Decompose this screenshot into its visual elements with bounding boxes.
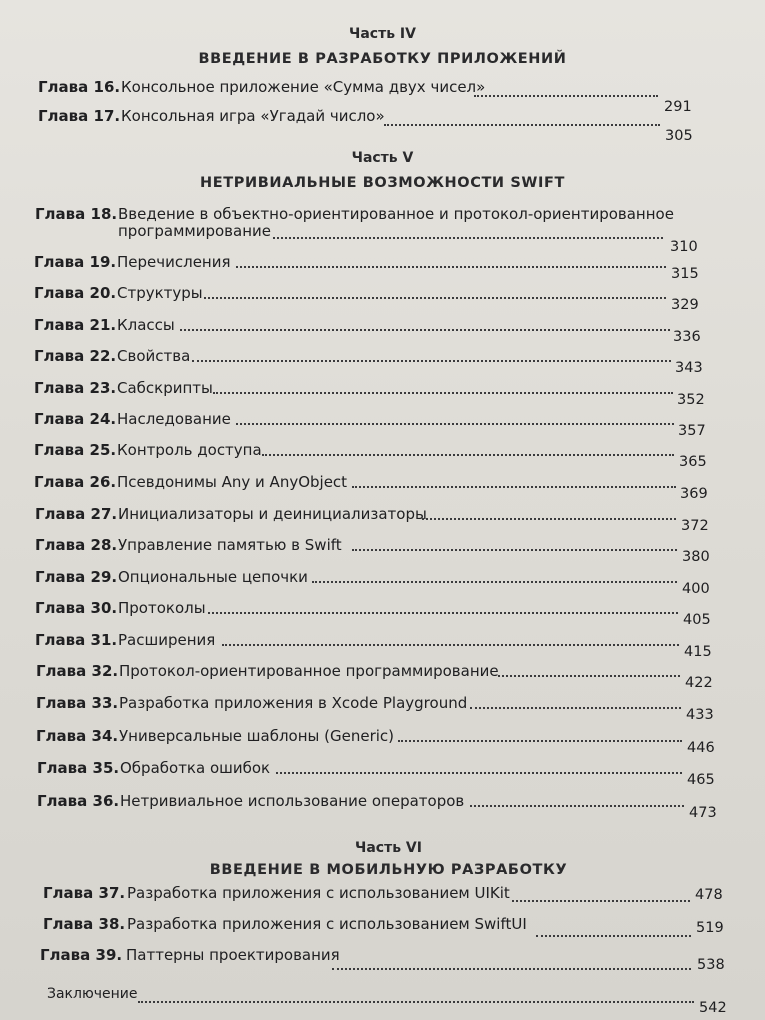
conclusion-title: Заключение: [47, 986, 138, 1002]
chapter-label: Глава 27.: [35, 505, 118, 523]
dot-leader: [422, 518, 676, 520]
chapter-title-continued: программирование: [118, 222, 271, 240]
chapter-title: Классы: [117, 316, 175, 334]
page-number: 519: [696, 920, 724, 936]
dot-leader: [236, 266, 666, 268]
page-number: 365: [679, 454, 707, 470]
dot-leader: [204, 297, 666, 299]
chapter-label: Глава 18.: [35, 205, 118, 223]
chapter-label: Глава 22.: [34, 347, 117, 365]
part-vi-number: Часть VI: [355, 840, 422, 856]
dot-leader: [222, 644, 679, 646]
chapter-title: Перечисления: [117, 253, 231, 271]
page-number: 446: [687, 740, 715, 756]
chapter-title: Управление памятью в Swift: [118, 536, 342, 554]
page-number: 400: [682, 581, 710, 597]
chapter-label: Глава 36.: [37, 792, 120, 810]
chapter-label: Глава 32.: [36, 662, 119, 680]
chapter-label: Глава 20.: [34, 284, 117, 302]
page-number: 415: [684, 644, 712, 660]
dot-leader: [352, 486, 676, 488]
chapter-title: Протоколы: [118, 599, 206, 617]
chapter-label: Глава 19.: [34, 253, 117, 271]
page-number: 369: [680, 486, 708, 502]
chapter-title: Разработка приложения в Xcode Playground: [119, 694, 468, 712]
chapter-title: Псевдонимы Any и AnyObject: [117, 473, 348, 491]
chapter-label: Глава 34.: [36, 727, 119, 745]
dot-leader: [536, 935, 691, 937]
part-iv-title: ВВЕДЕНИЕ В РАЗРАБОТКУ ПРИЛОЖЕНИЙ: [198, 51, 567, 67]
chapter-title: Универсальные шаблоны (Generic): [119, 727, 395, 745]
page-number: 352: [677, 392, 705, 408]
dot-leader: [474, 95, 658, 97]
chapter-label: Глава 26.: [34, 473, 117, 491]
dot-leader: [498, 675, 680, 677]
dot-leader: [352, 549, 677, 551]
chapter-label: Глава 38.: [43, 915, 126, 933]
chapter-title: Наследование: [117, 410, 231, 428]
dot-leader: [276, 772, 682, 774]
chapter-title: Разработка приложения с использованием SwiftUI: [127, 915, 527, 933]
chapter-label: Глава 35.: [37, 759, 120, 777]
page-number: 329: [671, 297, 699, 313]
dot-leader: [470, 707, 681, 709]
page-number: 465: [687, 772, 715, 788]
page-number: 478: [695, 887, 723, 903]
dot-leader: [138, 1001, 694, 1003]
chapter-title: Структуры: [117, 284, 203, 302]
chapter-label: Глава 30.: [35, 599, 118, 617]
page-number: 405: [683, 612, 711, 628]
part-v-title: НЕТРИВИАЛЬНЫЕ ВОЗМОЖНОСТИ SWIFT: [200, 175, 565, 191]
chapter-title: Контроль доступа: [117, 441, 262, 459]
dot-leader: [312, 581, 677, 583]
chapter-title: Свойства: [117, 347, 191, 365]
dot-leader: [192, 360, 671, 362]
chapter-title: Обработка ошибок: [120, 759, 271, 777]
chapter-label: Глава 16.: [38, 78, 121, 96]
page-number: 422: [685, 675, 713, 691]
chapter-title: Протокол-ориентированное программирование: [119, 662, 499, 680]
dot-leader: [180, 329, 670, 331]
chapter-label: Глава 37.: [43, 884, 126, 902]
chapter-label: Глава 28.: [35, 536, 118, 554]
chapter-title: Сабскрипты: [117, 379, 213, 397]
dot-leader: [384, 124, 660, 126]
chapter-title: Нетривиальное использование операторов: [120, 792, 465, 810]
dot-leader: [273, 237, 663, 239]
page-number: 538: [697, 957, 725, 973]
dot-leader: [213, 392, 673, 394]
part-vi-title: ВВЕДЕНИЕ В МОБИЛЬНУЮ РАЗРАБОТКУ: [209, 862, 568, 878]
dot-leader: [208, 612, 678, 614]
chapter-label: Глава 39.: [40, 946, 123, 964]
page-number: 310: [670, 239, 698, 255]
page-number: 305: [665, 128, 693, 144]
dot-leader: [332, 968, 691, 970]
chapter-label: Глава 33.: [36, 694, 119, 712]
chapter-title: Инициализаторы и деинициализаторы: [118, 505, 427, 523]
part-v-number: Часть V: [351, 150, 414, 166]
dot-leader: [398, 740, 682, 742]
page-number: 542: [699, 1000, 727, 1016]
dot-leader: [236, 423, 674, 425]
chapter-label: Глава 31.: [35, 631, 118, 649]
chapter-title: Паттерны проектирования: [126, 946, 340, 964]
chapter-label: Глава 23.: [34, 379, 117, 397]
chapter-label: Глава 25.: [34, 441, 117, 459]
page-number: 473: [689, 805, 717, 821]
page-number: 433: [686, 707, 714, 723]
chapter-title: Консольное приложение «Сумма двух чисел»: [121, 78, 486, 96]
chapter-label: Глава 17.: [38, 107, 121, 125]
dot-leader: [262, 454, 674, 456]
dot-leader: [512, 900, 690, 902]
page-number: 336: [673, 329, 701, 345]
page-number: 357: [678, 423, 706, 439]
page-number: 372: [681, 518, 709, 534]
page-number: 380: [682, 549, 710, 565]
page-number: 315: [671, 266, 699, 282]
chapter-title: Консольная игра «Угадай число»: [121, 107, 385, 125]
chapter-label: Глава 21.: [34, 316, 117, 334]
chapter-label: Глава 24.: [34, 410, 117, 428]
chapter-label: Глава 29.: [35, 568, 118, 586]
page-number: 343: [675, 360, 703, 376]
chapter-title: Разработка приложения с использованием UIKit: [127, 884, 510, 902]
dot-leader: [470, 805, 684, 807]
chapter-title: Введение в объектно-ориентированное и протокол-ориентированное: [118, 205, 674, 223]
part-iv-number: Часть IV: [349, 26, 416, 42]
chapter-title: Расширения: [118, 631, 216, 649]
chapter-title: Опциональные цепочки: [118, 568, 308, 586]
page-number: 291: [664, 99, 692, 115]
